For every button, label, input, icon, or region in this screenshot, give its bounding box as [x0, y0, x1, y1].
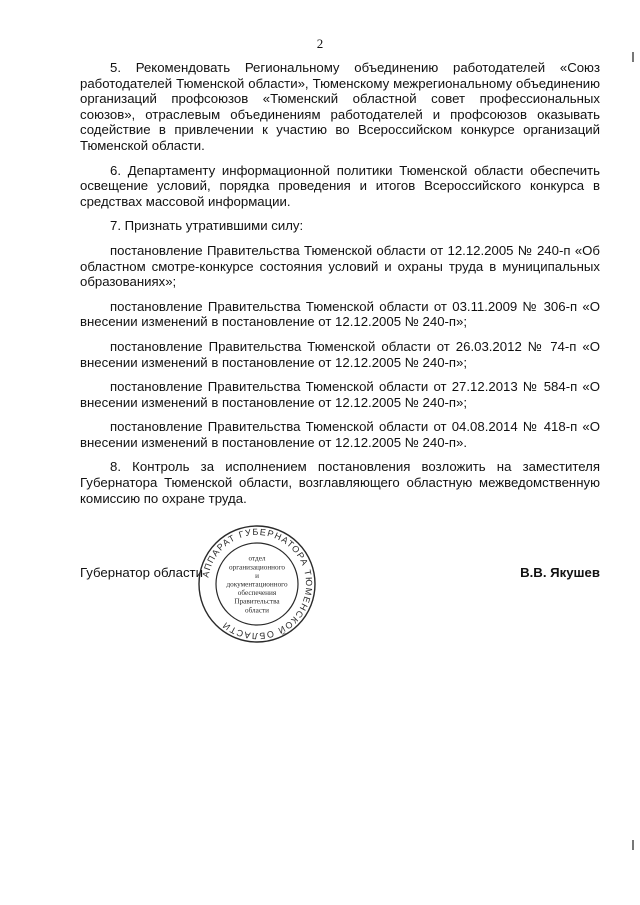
repealed-act-4: постановление Правительства Тюменской области от 27.12.2013 № 584-п «О внесении изменений в постановление от 12.12.2005 № 240-п»; [80, 379, 600, 410]
scan-edge-mark [632, 840, 634, 850]
svg-text:отдел: отдел [248, 554, 266, 563]
svg-text:обеспечения: обеспечения [237, 589, 277, 598]
paragraph-6: 6. Департаменту информационной политики Тюменской области обеспечить освещение условий, порядка проведения и итогов Всероссийского конкурса в средствах массовой информации. [80, 162, 600, 209]
repealed-act-3: постановление Правительства Тюменской области от 26.03.2012 № 74-п «О внесении изменений в постановление от 12.12.2005 № 240-п»; [80, 338, 600, 370]
scan-edge-mark [632, 52, 634, 62]
signature-block [80, 565, 600, 585]
document-body [80, 60, 600, 515]
paragraph-8: 8. Контроль за исполнением постановления возложить на заместителя Губернатора Тюменской области, возглавляющего областную межведомственную комиссию по охране труда. [80, 459, 600, 506]
repealed-act-2: постановление Правительства Тюменской области от 03.11.2009 № 306-п «О внесении изменений в постановление от 12.12.2005 № 240-п»; [80, 298, 600, 330]
svg-text:организационного: организационного [229, 563, 285, 572]
paragraph-7: 7. Признать утратившими силу: [110, 218, 304, 234]
svg-text:документационного: документационного [226, 580, 288, 589]
signatory-name: В.В. Якушев [520, 565, 600, 580]
svg-text:АППАРАТ ГУБЕРНАТОРА ТЮМЕНСКОЙ: АППАРАТ ГУБЕРНАТОРА ТЮМЕНСКОЙ ОБЛАСТИ [200, 526, 315, 642]
repealed-act-5: постановление Правительства Тюменской области от 04.08.2014 № 418-п «О внесении изменений в постановление от 12.12.2005 № 240-п». [80, 419, 600, 450]
official-seal-stamp [196, 523, 318, 645]
svg-text:и: и [255, 571, 259, 580]
paragraph-5: 5. Рекомендовать Региональному объединению работодателей «Союз работодателей Тюменской области», Тюменскому межрегиональному объединению организаций профсоюзов «Тюменский областной совет профессиональных союзов», отраслевым объединениям работодателей и профсоюзов оказывать содействие в привлечении к участию во Всероссийском конкурсе организаций Тюменской области. [80, 60, 600, 153]
page-number: 2 [316, 36, 324, 51]
svg-text:области: области [244, 606, 270, 615]
signatory-role: Губернатор области [80, 565, 203, 580]
svg-text:Правительства: Правительства [234, 597, 280, 606]
repealed-act-1: постановление Правительства Тюменской области от 12.12.2005 № 240-п «Об областном смотре-конкурсе состояния условий и охраны труда в муниципальных образованиях»; [80, 242, 600, 290]
